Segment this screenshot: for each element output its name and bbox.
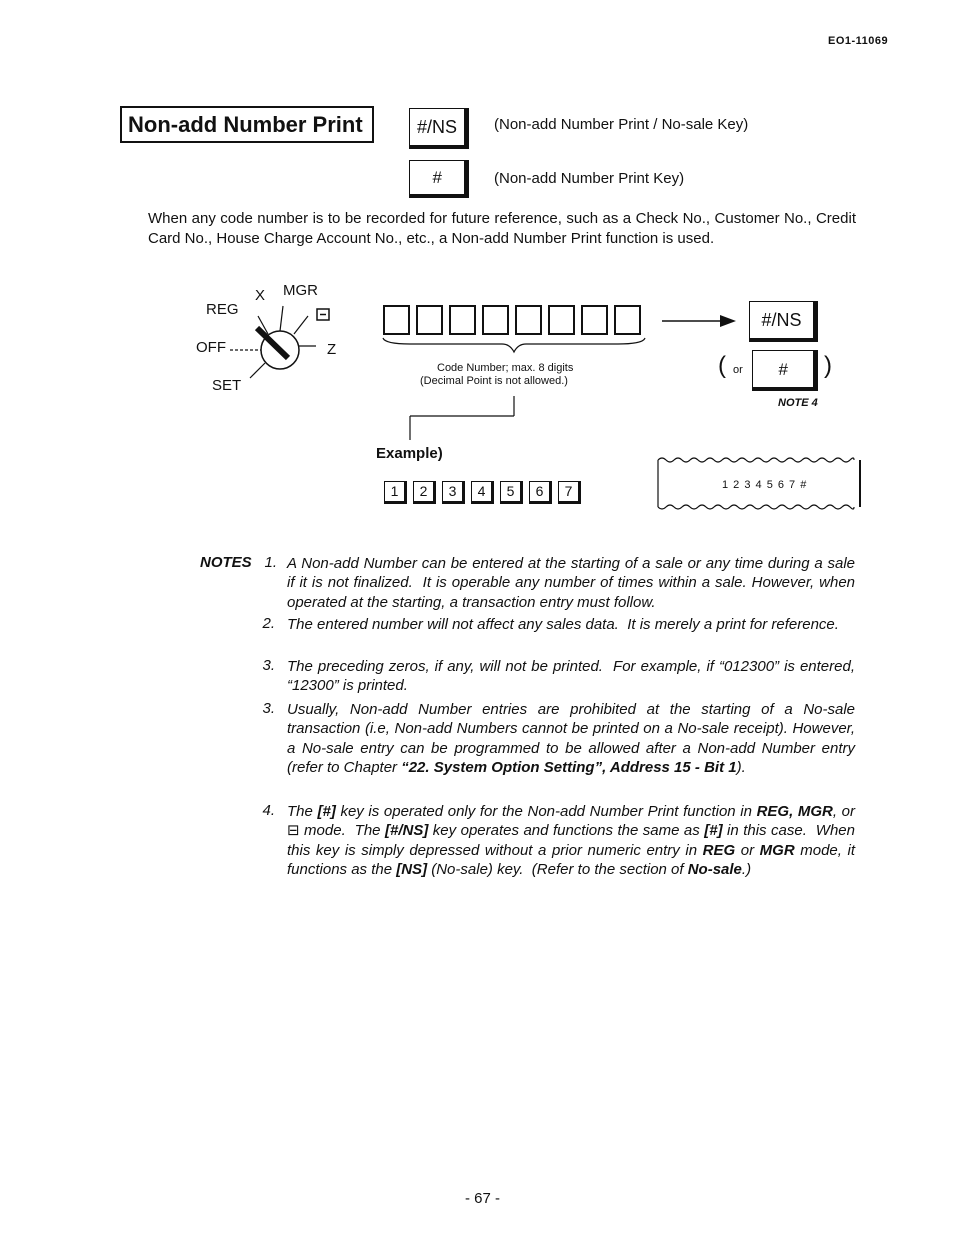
or-label: or (733, 364, 743, 376)
dial-label-mgr: MGR (283, 282, 318, 299)
example-key-icon: 2 (413, 481, 436, 504)
note-number: 2. (262, 615, 275, 632)
page-number: - 67 - (465, 1190, 501, 1207)
dial-label-z: Z (327, 341, 337, 358)
example-key-icon: 1 (384, 481, 407, 504)
example-key-icon: 7 (558, 481, 581, 504)
note-reference: NOTE 4 (778, 397, 818, 409)
note-item-4: The [#] key is operated only for the Non-add Number Print function in REG, MGR, or ⊟ mode. The [#/NS] key operates and functions the same as [#] in this case. When this key is simply depressed without a prior numeric entry in REG or MGR mode, it functions as the [NS] (No-sale) key. (Refer to the section of No-sale.) (287, 803, 855, 878)
example-key-icon: 4 (471, 481, 494, 504)
code-digit-box (548, 305, 575, 335)
arrow-right-icon (662, 312, 740, 330)
section-title: Non-add Number Print (120, 106, 374, 143)
hash-key-icon: # (752, 350, 818, 391)
code-digit-box (383, 305, 410, 335)
ns-key-description: (Non-add Number Print / No-sale Key) (494, 116, 749, 133)
dial-label-set: SET (212, 377, 242, 394)
paren-close: ) (824, 352, 832, 379)
note-item-3b: Usually, Non-add Number entries are prohibited at the starting of a No-sale transaction (i.e, Non-add Numbers cannot be printed on a No-sale receipt). However, a No-sale entry can be programmed to be allowed after a Non-add Number entry (refer to Chapter “22. System Option Setting”, Address 15 - Bit 1). (287, 701, 855, 776)
example-key-icon: 3 (442, 481, 465, 504)
code-digit-box (416, 305, 443, 335)
intro-paragraph: When any code number is to be recorded for future reference, such as a Check No., Customer No., Credit Card No., House Charge Account No., etc., a Non-add Number Print function is used. (148, 210, 856, 247)
code-caption-note: (Decimal Point is not allowed.) (420, 375, 568, 387)
example-key-icon: 6 (529, 481, 552, 504)
note-number: 3. (262, 700, 275, 717)
hash-key-description: (Non-add Number Print Key) (494, 170, 685, 187)
code-digit-box (449, 305, 476, 335)
document-id: EO1-11069 (828, 35, 889, 47)
dial-label-x: X (255, 287, 266, 304)
code-digit-box (482, 305, 509, 335)
note-item-1: A Non-add Number can be entered at the starting of a sale or any time during a sale if it is not finalized. It is operable any number of times within a sale. However, when operated at the starting, a transaction entry must follow. (287, 555, 855, 611)
receipt-print: 1 2 3 4 5 6 7 # (722, 479, 808, 491)
dial-label-off: OFF (196, 339, 226, 356)
note-item-3: The preceding zeros, if any, will not be printed. For example, if “012300” is entered, “12300” is printed. (287, 658, 855, 695)
example-label: Example) (376, 445, 443, 462)
code-caption: Code Number; max. 8 digits (437, 362, 574, 374)
note-number: 3. (262, 657, 275, 674)
ns-key-icon: #/NS (749, 301, 818, 342)
note-number: 1. (264, 554, 277, 571)
code-digit-box (515, 305, 542, 335)
note-item-2: The entered number will not affect any sales data. It is merely a print for reference. (287, 616, 839, 633)
example-key-icon: 5 (500, 481, 523, 504)
code-digit-box (614, 305, 641, 335)
code-digit-box (581, 305, 608, 335)
paren-open: ( (718, 352, 726, 379)
dial-label-reg: REG (206, 301, 239, 318)
notes-heading: NOTES (200, 554, 252, 571)
code-brace (380, 336, 650, 451)
ns-key-icon: #/NS (409, 108, 469, 149)
hash-key-icon: # (409, 160, 469, 198)
note-number: 4. (262, 802, 275, 819)
